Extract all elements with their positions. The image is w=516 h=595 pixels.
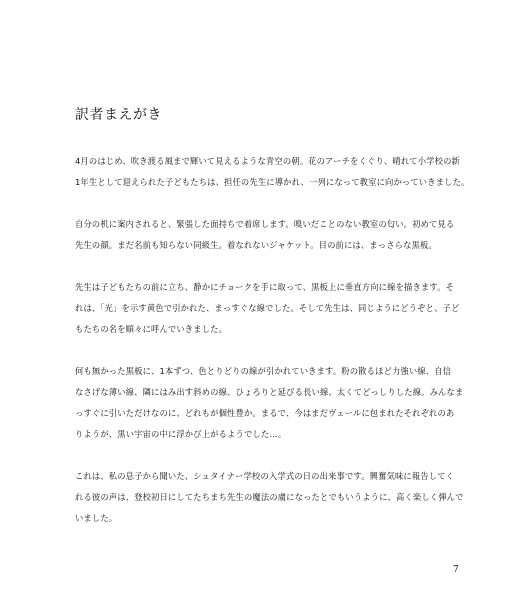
body-text	[75, 151, 470, 550]
text-line: 4月のはじめ、吹き渡る風まで輝いて見えるような青空の朝。花のアーチをくぐり、晴れて小学校の新	[75, 156, 460, 166]
text-line: 先生の顔。まだ名前も知らない同級生。着なれないジャケット。目の前には、まっさらな黒板。	[75, 240, 437, 250]
text-line: なさげな薄い線、隣にはみ出す斜めの線、ひょろりと延びる長い線、太くてどっしりした線。みんなま	[75, 387, 464, 397]
text-line: 何も無かった黒板に、1本ずつ、色とりどりの線が引かれていきます。粉の散るほど力強い線、自信	[75, 366, 452, 376]
text-line: れは、「光」を示す黄色で引かれた、まっすぐな線でした。そして先生は、同じようにどうぞと、子ど	[75, 303, 460, 313]
text-line: っすぐに引いただけなのに、どれもが個性豊か。まるで、今はまだヴェールに包まれたそれぞれのあ	[75, 408, 455, 418]
page-number: 7	[453, 565, 459, 575]
text-line: もたちの名を順々に呼んでいきました。	[75, 324, 228, 334]
text-line: 自分の机に案内されると、緊張した面持ちで着席します。嗅いだことのない教室の匂い。初めて見る	[75, 219, 455, 229]
text-line: これは、私の息子から聞いた、シュタイナー学校の入学式の日の出来事です。興奮気味に報告してく	[75, 471, 455, 481]
paragraph-3	[75, 277, 465, 340]
paragraph-1	[75, 151, 470, 193]
text-line: いました。	[75, 513, 118, 523]
paragraph-2	[75, 214, 465, 256]
paragraph-5	[75, 466, 465, 529]
text-line: れる彼の声は、登校初日にしてたちまち先生の魔法の虜になったとでもいうように、高く楽しく弾んで	[75, 492, 464, 502]
text-line: 先生は子どもたちの前に立ち、静かにチョークを手に取って、黒板上に垂直方向に線を描きます。そ	[75, 282, 455, 292]
text-line: 1年生として迎えられた子どもたちは、担任の先生に導かれ、一列になって教室に向かっていきました。	[75, 177, 470, 187]
section-title: 訳者まえがき	[75, 107, 162, 123]
paragraph-4	[75, 361, 465, 445]
text-line: りようが、黒い宇宙の中に浮かび上がるようでした…。	[75, 429, 287, 439]
